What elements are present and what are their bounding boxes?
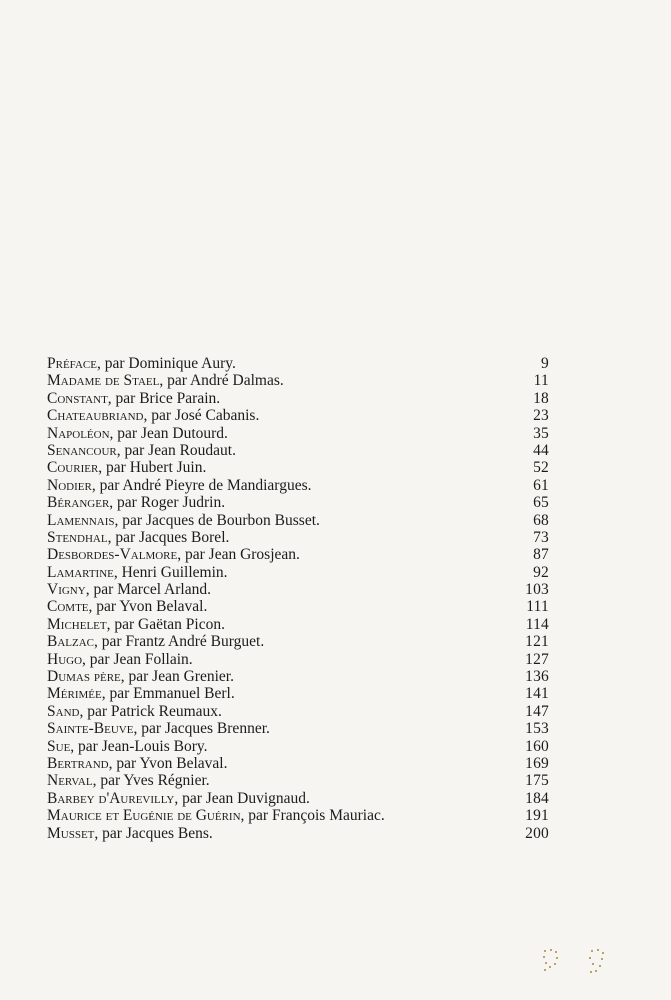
ornament-dot bbox=[602, 952, 604, 954]
toc-entry bbox=[47, 685, 549, 702]
toc-author: Préface bbox=[47, 355, 97, 372]
toc-entry-text bbox=[47, 807, 385, 824]
toc-separator: , par bbox=[177, 546, 209, 564]
toc-entry bbox=[47, 512, 549, 529]
ornament-dot bbox=[544, 950, 546, 952]
toc-entry bbox=[47, 807, 549, 824]
toc-entry-text bbox=[47, 755, 227, 772]
toc-critic: Jean Grenier. bbox=[152, 668, 234, 686]
toc-entry bbox=[47, 407, 549, 424]
ornament-dot bbox=[591, 950, 593, 952]
toc-entry bbox=[47, 442, 549, 459]
toc-author: Hugo bbox=[47, 650, 83, 668]
ornament-dot bbox=[545, 962, 547, 964]
toc-entry-text bbox=[47, 407, 259, 424]
ornament-dot bbox=[543, 956, 545, 958]
toc-critic: Yvon Belaval. bbox=[139, 754, 228, 772]
toc-separator: , par bbox=[94, 633, 126, 651]
toc-entry bbox=[47, 390, 549, 407]
toc-entry bbox=[47, 738, 549, 755]
toc-author: Vigny bbox=[47, 581, 86, 599]
toc-page-number: 191 bbox=[525, 807, 549, 825]
ornament-dot bbox=[544, 969, 546, 971]
toc-critic: Jacques de Bourbon Busset. bbox=[145, 511, 320, 529]
toc-entry-text bbox=[47, 668, 234, 685]
toc-author: Balzac bbox=[47, 633, 95, 651]
toc-author: Barbey d'Aurevilly bbox=[47, 789, 175, 807]
toc-page-number: 23 bbox=[533, 407, 549, 425]
toc-critic: Jean Grosjean. bbox=[208, 546, 300, 564]
ornament-dot bbox=[599, 965, 601, 967]
show-through-texture bbox=[45, 80, 620, 98]
toc-separator: , par bbox=[106, 615, 139, 633]
toc-entry-text bbox=[47, 546, 300, 563]
toc-entry-text bbox=[47, 825, 213, 842]
toc-entry bbox=[47, 477, 549, 494]
toc-author: Lamennais bbox=[47, 511, 115, 529]
toc-author: Desbordes-Valmore bbox=[47, 546, 178, 564]
toc-entry-text bbox=[47, 512, 320, 529]
ornament-dot bbox=[554, 963, 556, 965]
toc-entry-text bbox=[47, 581, 211, 598]
toc-page-number: 111 bbox=[526, 598, 549, 616]
toc-author: Chateaubriand bbox=[47, 407, 144, 425]
toc-entry-text bbox=[47, 564, 228, 581]
toc-entry bbox=[47, 790, 549, 807]
toc-author: Musset bbox=[47, 824, 95, 842]
ornament-dot bbox=[555, 951, 557, 953]
toc-critic: Jean Roudaut. bbox=[148, 441, 236, 459]
toc-separator: , par bbox=[159, 372, 190, 390]
toc-page-number: 114 bbox=[525, 615, 549, 633]
toc-entry-text bbox=[47, 685, 235, 702]
toc-separator: , par bbox=[96, 355, 129, 372]
toc-author: Madame de Stael bbox=[47, 372, 160, 390]
toc-separator: , par bbox=[143, 407, 175, 425]
toc-author: Nodier bbox=[47, 476, 92, 494]
toc-critic: Gaëtan Picon. bbox=[138, 615, 225, 633]
toc-page-number: 200 bbox=[525, 824, 549, 842]
toc-page-number: 87 bbox=[533, 546, 549, 564]
toc-entry-text bbox=[47, 459, 206, 476]
ornament-dot bbox=[595, 970, 597, 972]
toc-entry-text bbox=[47, 355, 236, 372]
toc-author: Sue bbox=[47, 737, 71, 755]
toc-entry-text bbox=[47, 633, 264, 650]
toc-page-number: 52 bbox=[533, 459, 549, 477]
toc-author: Béranger bbox=[47, 494, 110, 512]
ornament-dot bbox=[589, 957, 591, 959]
toc-entry bbox=[47, 564, 549, 581]
toc-page-number: 141 bbox=[525, 685, 549, 703]
toc-critic: Patrick Reumaux. bbox=[110, 702, 222, 720]
toc-separator: , par bbox=[70, 737, 102, 755]
toc-page-number: 103 bbox=[525, 581, 549, 599]
toc-entry bbox=[47, 703, 549, 720]
toc-critic: Jean Dutourd. bbox=[140, 424, 228, 442]
toc-entry bbox=[47, 355, 549, 372]
toc-entry bbox=[47, 459, 549, 476]
toc-entry bbox=[47, 755, 549, 772]
toc-author: Maurice et Eugénie de Guérin bbox=[47, 807, 241, 825]
toc-critic: Yves Régnier. bbox=[123, 772, 210, 790]
toc-page-number: 184 bbox=[525, 789, 549, 807]
ornament-dots bbox=[541, 948, 611, 978]
toc-critic: Jacques Brenner. bbox=[164, 720, 270, 738]
toc-entry bbox=[47, 772, 549, 789]
toc-separator: , par bbox=[107, 389, 140, 407]
toc-page-number: 9 bbox=[541, 355, 549, 372]
toc-separator: , par bbox=[85, 581, 118, 599]
toc-separator: , par bbox=[116, 441, 149, 459]
toc-entry bbox=[47, 581, 549, 598]
toc-author: Mérimée bbox=[47, 685, 102, 703]
toc-separator: , par bbox=[240, 807, 272, 825]
toc-entry bbox=[47, 616, 549, 633]
toc-critic: André Pieyre de Mandiargues. bbox=[122, 476, 312, 494]
toc-entry-text bbox=[47, 790, 310, 807]
toc-critic: Marcel Arland. bbox=[117, 581, 211, 599]
toc-page-number: 153 bbox=[525, 720, 549, 738]
toc-entry bbox=[47, 720, 549, 737]
toc-author: Nerval bbox=[47, 772, 93, 790]
ornament-dot bbox=[549, 966, 551, 968]
toc-separator: , par bbox=[109, 424, 141, 442]
toc-critic: Jean Duvignaud. bbox=[205, 789, 310, 807]
toc-separator: , par bbox=[120, 668, 153, 686]
ornament-dot bbox=[590, 971, 592, 973]
toc-critic: José Cabanis. bbox=[174, 407, 260, 425]
toc-author: Sainte-Beuve bbox=[47, 720, 134, 738]
toc-entry-text bbox=[47, 703, 222, 720]
toc-entry bbox=[47, 425, 549, 442]
toc-entry-text bbox=[47, 442, 236, 459]
toc-author: Bertrand bbox=[47, 754, 109, 772]
toc-page-number: 18 bbox=[533, 389, 549, 407]
toc-page-number: 92 bbox=[533, 563, 549, 581]
toc-critic: Henri Guillemin. bbox=[121, 563, 228, 581]
toc-entry bbox=[47, 546, 549, 563]
ornament-dot bbox=[556, 957, 558, 959]
toc-entry-text bbox=[47, 390, 220, 407]
toc-separator: , par bbox=[82, 650, 114, 668]
toc-author: Constant bbox=[47, 389, 108, 407]
toc-critic: Yvon Belaval. bbox=[119, 598, 208, 616]
toc-entry bbox=[47, 494, 549, 511]
toc-entry-text bbox=[47, 425, 228, 442]
toc-page-number: 73 bbox=[533, 528, 549, 546]
toc-critic: Emmanuel Berl. bbox=[133, 685, 235, 703]
toc-page-number: 160 bbox=[525, 737, 549, 755]
toc-entry-text bbox=[47, 477, 311, 494]
toc-page-number: 68 bbox=[533, 511, 549, 529]
table-of-contents bbox=[47, 355, 549, 842]
toc-entry-text bbox=[47, 651, 193, 668]
toc-author: Senancour bbox=[47, 441, 117, 459]
toc-page-number: 127 bbox=[525, 650, 549, 668]
toc-separator: , par bbox=[109, 494, 141, 512]
toc-author: Michelet bbox=[47, 615, 107, 633]
toc-critic: Roger Judrin. bbox=[140, 494, 226, 512]
toc-separator: , par bbox=[88, 598, 120, 616]
toc-critic: Hubert Juin. bbox=[129, 459, 207, 477]
toc-separator: , par bbox=[98, 459, 130, 477]
toc-page-number: 11 bbox=[533, 372, 549, 390]
toc-separator: , par bbox=[91, 476, 123, 494]
toc-author: Dumas père bbox=[47, 668, 121, 686]
toc-page-number: 169 bbox=[525, 754, 549, 772]
toc-separator: , par bbox=[108, 754, 140, 772]
toc-entry-text bbox=[47, 720, 270, 737]
toc-entry bbox=[47, 633, 549, 650]
ornament-dot bbox=[601, 958, 603, 960]
toc-author: Stendhal bbox=[47, 528, 108, 546]
toc-page-number: 61 bbox=[533, 476, 549, 494]
toc-author: Sand bbox=[47, 702, 80, 720]
toc-critic: Brice Parain. bbox=[139, 389, 221, 407]
toc-entry-text bbox=[47, 738, 207, 755]
toc-entry bbox=[47, 372, 549, 389]
toc-separator: , par bbox=[101, 685, 134, 703]
toc-critic: Jean-Louis Bory. bbox=[101, 737, 208, 755]
toc-entry-text bbox=[47, 598, 207, 615]
toc-author: Comte bbox=[47, 598, 89, 616]
toc-critic: Frantz André Burguet. bbox=[125, 633, 265, 651]
toc-critic: Dominique Aury. bbox=[128, 355, 236, 372]
toc-entry-text bbox=[47, 616, 225, 633]
toc-entry bbox=[47, 598, 549, 615]
toc-separator: , par bbox=[107, 528, 139, 546]
toc-page-number: 136 bbox=[525, 668, 549, 686]
toc-separator: , par bbox=[133, 720, 165, 738]
toc-entry bbox=[47, 651, 549, 668]
toc-page-number: 44 bbox=[533, 441, 549, 459]
toc-entry-text bbox=[47, 529, 229, 546]
toc-critic: Jean Follain. bbox=[113, 650, 193, 668]
toc-entry bbox=[47, 529, 549, 546]
toc-separator: , bbox=[113, 563, 122, 581]
toc-page-number: 147 bbox=[525, 702, 549, 720]
toc-entry-text bbox=[47, 494, 225, 511]
ornament-dot bbox=[550, 949, 552, 951]
toc-separator: , par bbox=[174, 789, 206, 807]
toc-entry-text bbox=[47, 372, 284, 389]
toc-entry bbox=[47, 668, 549, 685]
toc-separator: , par bbox=[94, 824, 126, 842]
toc-separator: , par bbox=[92, 772, 124, 790]
toc-separator: , par bbox=[79, 702, 111, 720]
toc-page-number: 175 bbox=[525, 772, 549, 790]
toc-author: Courier bbox=[47, 459, 99, 477]
toc-author: Lamartine bbox=[47, 563, 114, 581]
ornament-dot bbox=[597, 949, 599, 951]
toc-critic: André Dalmas. bbox=[189, 372, 284, 390]
toc-author: Napoléon bbox=[47, 424, 110, 442]
toc-separator: , par bbox=[114, 511, 146, 529]
toc-entry bbox=[47, 825, 549, 842]
toc-entry-text bbox=[47, 772, 210, 789]
toc-critic: Jacques Borel. bbox=[138, 528, 230, 546]
ornament-dot bbox=[592, 963, 594, 965]
toc-page-number: 121 bbox=[525, 633, 549, 651]
toc-page-number: 35 bbox=[533, 424, 549, 442]
toc-critic: François Mauriac. bbox=[271, 807, 385, 825]
toc-critic: Jacques Bens. bbox=[125, 824, 213, 842]
toc-page-number: 65 bbox=[533, 494, 549, 512]
